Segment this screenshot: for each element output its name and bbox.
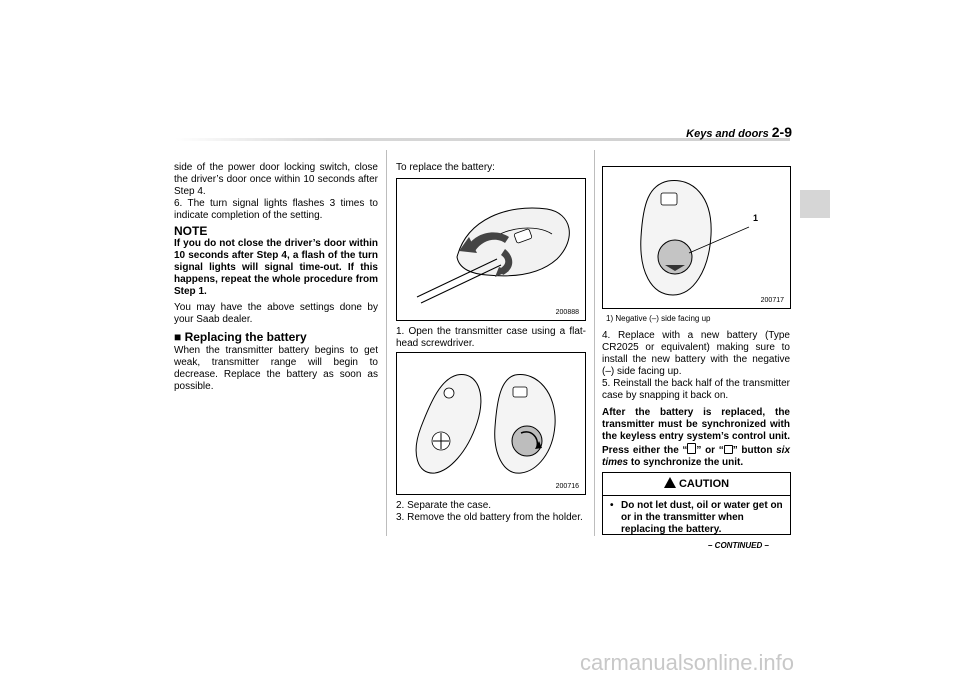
header-section: Keys and doors — [686, 128, 769, 140]
sync-text-c: ” button — [732, 445, 773, 456]
bottom-watermark: carmanualsonline.info — [580, 650, 795, 675]
caution-text: Do not let dust, oil or water get on or in the transmitter when replacing the battery. — [621, 500, 783, 535]
sync-instruction — [602, 407, 790, 469]
steps-2-3-block — [396, 500, 586, 524]
column-2 — [396, 162, 586, 174]
battery-holder-illustration — [603, 167, 790, 308]
column-divider-1 — [386, 150, 387, 536]
step-1: 1. Open the transmitter case using a flat-head screwdriver. — [396, 326, 586, 349]
caution-title: CAUTION — [678, 478, 730, 490]
step-1-block — [396, 326, 586, 350]
sync-text-b: ” or “ — [696, 445, 724, 456]
figure-code: 200888 — [555, 309, 579, 316]
figure-separate-case — [396, 352, 586, 495]
figure-caption-block — [606, 314, 790, 324]
step-2: 2. Separate the case. — [396, 500, 492, 511]
unlock-icon — [724, 445, 733, 454]
figure-caption: 1) Negative (–) side facing up — [606, 314, 711, 323]
caution-content — [603, 496, 790, 540]
note-text: If you do not close the driver’s door within 10 seconds after Step 4, a flash of the turn signal lights will signal time-out. If this happens, repeat the whole procedure from Step 1. — [174, 238, 378, 297]
figure-code: 200717 — [760, 297, 784, 304]
column-divider-2 — [594, 150, 595, 536]
caution-box — [602, 472, 791, 535]
figure-battery-holder — [602, 166, 791, 309]
section-title: Replacing the battery — [184, 330, 307, 344]
figure-callout-1: 1 — [753, 213, 759, 223]
bullet-icon: • — [610, 500, 614, 511]
caution-header — [603, 473, 790, 496]
continued-footer: – CONTINUED – — [708, 541, 769, 550]
step-5: 5. Reinstall the back half of the transmitter case by snapping it back on. — [602, 378, 790, 401]
transmitter-halves-illustration — [397, 353, 585, 494]
page-header — [686, 124, 792, 140]
step-6: 6. The turn signal lights flashes 3 times to indicate completion of the setting. — [174, 198, 378, 221]
note-title: NOTE — [174, 224, 208, 238]
transmitter-open-illustration — [397, 179, 585, 320]
step-4: 4. Replace with a new battery (Type CR2025 or equivalent) making sure to install the new battery with the negative (–) side facing up. — [602, 330, 790, 377]
column-1 — [174, 162, 378, 393]
figure-code: 200716 — [555, 483, 579, 490]
square-bullet-icon: ■ — [174, 330, 182, 344]
paragraph-continued: side of the power door locking switch, close the driver’s door once within 10 seconds after Step 4. — [174, 162, 378, 197]
replace-intro: To replace the battery: — [396, 162, 495, 173]
chapter-tab — [800, 190, 830, 218]
dealer-paragraph: You may have the above settings done by your Saab dealer. — [174, 302, 378, 325]
warning-triangle-icon — [664, 477, 676, 488]
section-heading — [174, 331, 378, 343]
column-3 — [602, 330, 790, 469]
figure-open-case — [396, 178, 586, 321]
battery-paragraph: When the transmitter battery begins to get weak, transmitter range will begin to decrease. Replace the battery as soon as possible. — [174, 345, 378, 392]
step-3: 3. Remove the old battery from the holder. — [396, 512, 583, 523]
sync-emphasis: six times — [602, 445, 791, 468]
header-page-number: 2-9 — [771, 124, 792, 140]
sync-text-a: After the battery is replaced, the transmitter must be synchronized with the keyless entry system’s control unit. Press either the “ — [602, 407, 790, 456]
sync-text-d: to synchronize the unit. — [630, 457, 744, 468]
